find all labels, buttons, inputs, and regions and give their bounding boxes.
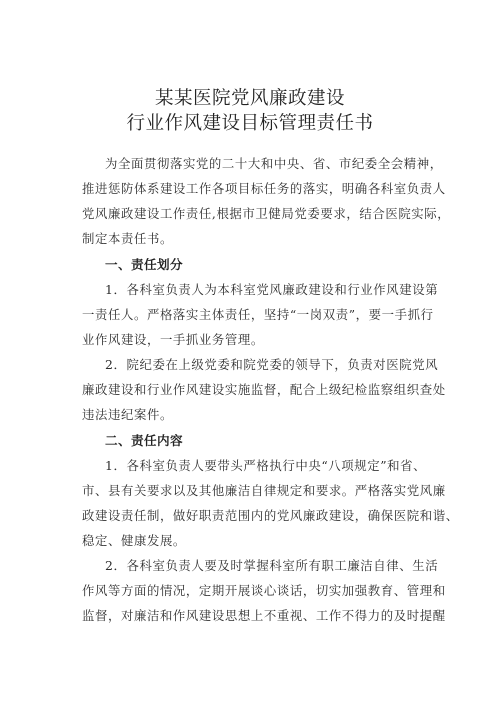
section1-item2-line: 廉政建设和行业作风建设实施监督，配合上级纪检监察组织查处	[82, 382, 446, 397]
document-title-line-1: 某某医院党风廉政建设	[154, 88, 345, 109]
intro-line: 推进惩防体系建设工作各项目标任务的落实，明确各科室负责人	[82, 181, 446, 196]
section1-item1-line: 一责任人。严格落实主体责任，坚持“一岗双责”，要一手抓行	[82, 307, 434, 322]
section2-item1-line: 政建设责任制，做好职责范围内的党风廉政建设，确保医院和谐、	[82, 508, 459, 523]
section-heading-responsibility-content: 二、责任内容	[105, 433, 183, 448]
section2-item1-line: 1．各科室负责人要带头严格执行中央“八项规定”和省、	[105, 458, 427, 473]
section2-item1-line: 市、县有关要求以及其他廉洁自律规定和要求。严格落实党风廉	[82, 483, 446, 498]
document-title-line-2: 行业作风建设目标管理责任书	[126, 113, 374, 134]
intro-line: 制定本责任书。	[82, 231, 173, 246]
section2-item2-line: 2．各科室负责人要及时掌握科室所有职工廉洁自律、生活	[105, 558, 439, 573]
section2-item2-line: 作风等方面的情况，定期开展谈心谈话，切实加强教育、管理和	[82, 583, 446, 598]
intro-line: 党风廉政建设工作责任,根据市卫健局党委要求，结合医院实际，	[82, 206, 451, 221]
section2-item2-line: 监督，对廉洁和作风建设思想上不重视、工作不得力的及时提醒	[82, 608, 446, 623]
section2-item1-line: 稳定、健康发展。	[82, 533, 186, 548]
section1-item2-line: 违法违纪案件。	[82, 407, 173, 422]
section1-item1-line: 1．各科室负责人为本科室党风廉政建设和行业作风建设第	[105, 282, 439, 297]
section1-item2-line: 2．院纪委在上级党委和院党委的领导下，负责对医院党风	[105, 357, 439, 372]
section1-item1-line: 业作风建设，一手抓业务管理。	[82, 332, 264, 347]
section-heading-responsibility-division: 一、责任划分	[105, 257, 183, 272]
intro-line: 为全面贯彻落实党的二十大和中央、省、市纪委全会精神，	[105, 156, 443, 171]
